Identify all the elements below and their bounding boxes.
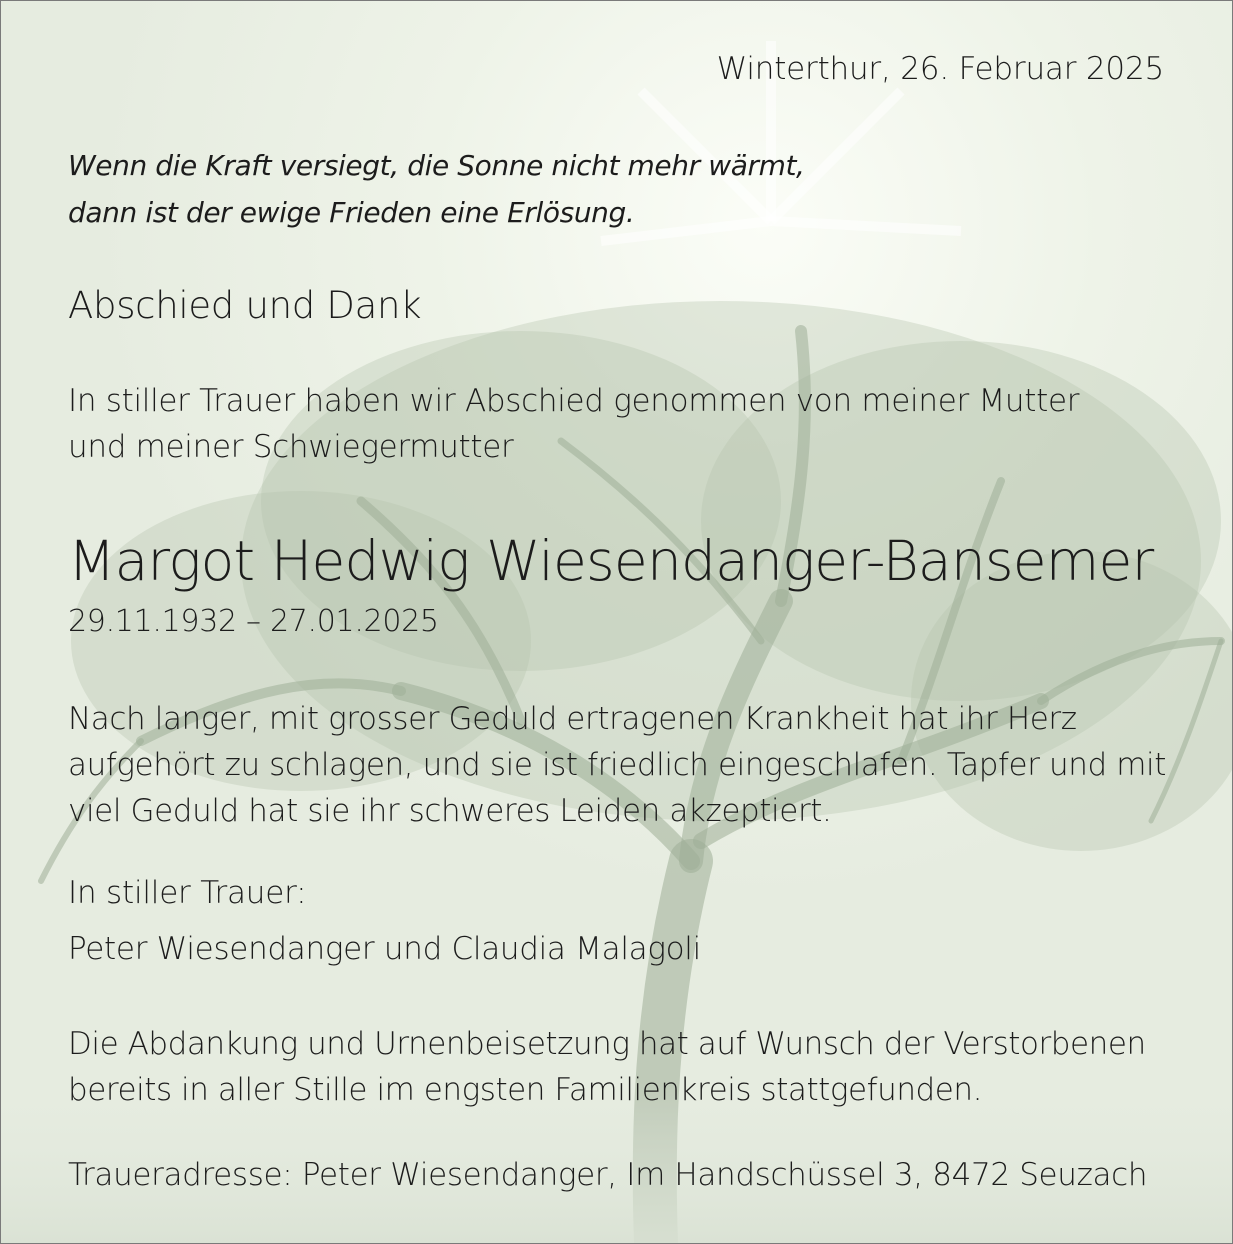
motto-quote: [68, 142, 805, 236]
intro-line: In stiller Trauer haben wir Abschied genommen von meiner Mutter: [68, 383, 1080, 419]
life-dates: 29.11.1932 – 27.01.2025: [68, 604, 439, 639]
body-line: aufgehört zu schlagen, und sie ist friedlich eingeschlafen. Tapfer und mit: [68, 747, 1166, 783]
place-date: Winterthur, 26. Februar 2025: [716, 51, 1164, 87]
mourning-address: Traueradresse: Peter Wiesendanger, Im Handschüssel 3, 8472 Seuzach: [68, 1157, 1148, 1193]
ceremony-line: Die Abdankung und Urnenbeisetzung hat auf Wunsch der Verstorbenen: [68, 1026, 1146, 1062]
intro-text: [68, 378, 1079, 470]
ceremony-line: bereits in aller Stille im engsten Familienkreis stattgefunden.: [68, 1072, 982, 1108]
intro-line: und meiner Schwiegermutter: [68, 429, 514, 465]
body-line: viel Geduld hat sie ihr schweres Leiden akzeptiert.: [68, 793, 832, 829]
deceased-name: Margot Hedwig Wiesendanger-Bansemer: [68, 529, 1154, 593]
body-paragraph: [68, 696, 1166, 834]
notice-heading: Abschied und Dank: [68, 284, 422, 327]
motto-line: dann ist der ewige Frieden eine Erlösung.: [68, 196, 635, 229]
motto-line: Wenn die Kraft versiegt, die Sonne nicht mehr wärmt,: [68, 149, 805, 182]
mourning-label: In stiller Trauer:: [68, 875, 307, 911]
body-line: Nach langer, mit grosser Geduld ertragenen Krankheit hat ihr Herz: [68, 701, 1077, 737]
mourners-names: Peter Wiesendanger und Claudia Malagoli: [68, 931, 701, 967]
ceremony-paragraph: [68, 1021, 1146, 1113]
